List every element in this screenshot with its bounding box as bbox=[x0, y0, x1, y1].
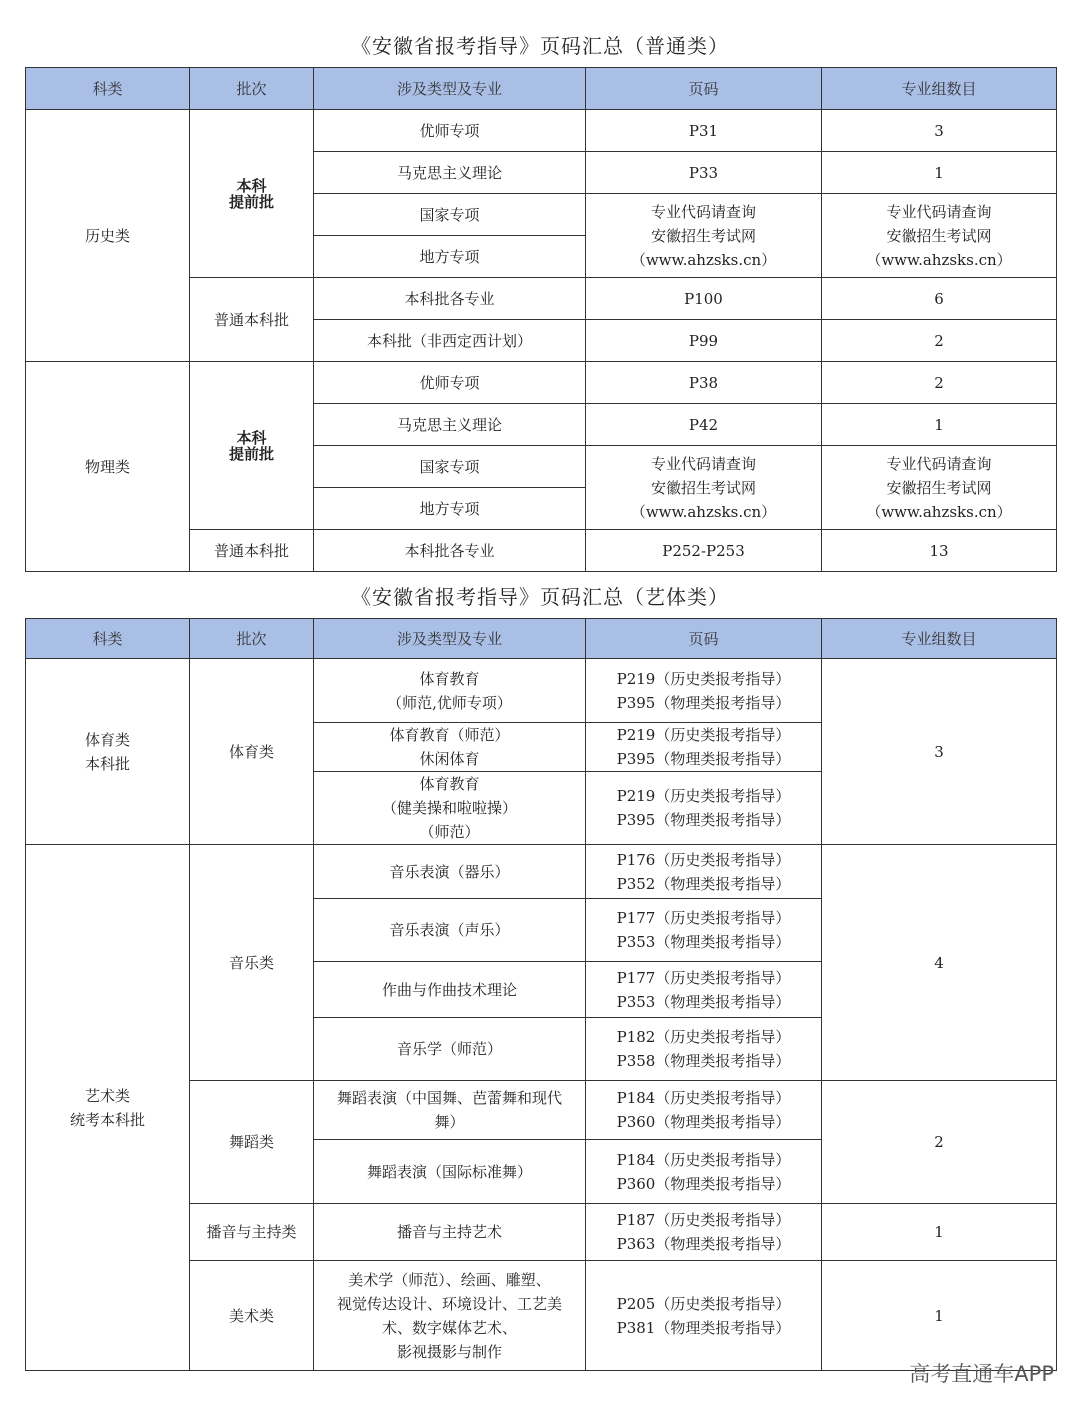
page-cell: P99 bbox=[586, 320, 822, 362]
header-count: 专业组数目 bbox=[822, 619, 1057, 659]
batch-sports: 体育类 bbox=[190, 659, 314, 845]
header-major: 涉及类型及专业 bbox=[314, 619, 586, 659]
batch-music: 音乐类 bbox=[190, 845, 314, 1081]
major-cell: 体育教育（师范） 休闲体育 bbox=[314, 723, 586, 772]
arts-table-title: 《安徽省报考指导》页码汇总（艺体类） bbox=[351, 585, 729, 609]
page-cell: P205（历史类报考指导） P381（物理类报考指导） bbox=[586, 1261, 822, 1371]
batch-early-physics: 本科 提前批 bbox=[190, 362, 314, 530]
general-page-table bbox=[25, 67, 1057, 572]
page-cell: P42 bbox=[586, 404, 822, 446]
table-row bbox=[26, 845, 1057, 899]
batch-regular-physics: 普通本科批 bbox=[190, 530, 314, 572]
batch-dance: 舞蹈类 bbox=[190, 1081, 314, 1204]
table-row bbox=[26, 659, 1057, 723]
major-cell: 音乐学（师范） bbox=[314, 1018, 586, 1081]
major-cell: 本科批（非西定西计划） bbox=[314, 320, 586, 362]
major-cell: 音乐表演（器乐） bbox=[314, 845, 586, 899]
count-cell: 2 bbox=[822, 362, 1057, 404]
major-cell: 舞蹈表演（中国舞、芭蕾舞和现代 舞） bbox=[314, 1081, 586, 1140]
major-cell: 播音与主持艺术 bbox=[314, 1204, 586, 1261]
header-count: 专业组数目 bbox=[822, 68, 1057, 110]
count-cell: 3 bbox=[822, 110, 1057, 152]
page-cell: P176（历史类报考指导） P352（物理类报考指导） bbox=[586, 845, 822, 899]
header-batch: 批次 bbox=[190, 619, 314, 659]
count-cell: 2 bbox=[822, 320, 1057, 362]
batch-broadcast: 播音与主持类 bbox=[190, 1204, 314, 1261]
page-cell: P219（历史类报考指导） P395（物理类报考指导） bbox=[586, 772, 822, 845]
major-cell: 体育教育 （健美操和啦啦操） （师范） bbox=[314, 772, 586, 845]
major-cell: 国家专项 bbox=[314, 446, 586, 488]
page-cell: P31 bbox=[586, 110, 822, 152]
subject-art: 艺术类 统考本科批 bbox=[26, 845, 190, 1371]
major-cell: 作曲与作曲技术理论 bbox=[314, 962, 586, 1018]
major-cell: 优师专项 bbox=[314, 362, 586, 404]
header-page: 页码 bbox=[586, 68, 822, 110]
page-cell: P33 bbox=[586, 152, 822, 194]
count-cell: 2 bbox=[822, 1081, 1057, 1204]
major-cell: 美术学（师范）、绘画、雕塑、 视觉传达设计、环境设计、工艺美 术、数字媒体艺术、 影视摄影与制作 bbox=[314, 1261, 586, 1371]
major-cell: 舞蹈表演（国际标准舞） bbox=[314, 1140, 586, 1204]
table-header-row bbox=[26, 68, 1057, 110]
count-cell: 6 bbox=[822, 278, 1057, 320]
count-cell: 1 bbox=[822, 404, 1057, 446]
count-cell: 4 bbox=[822, 845, 1057, 1081]
count-cell: 1 bbox=[822, 1204, 1057, 1261]
table-header-row bbox=[26, 619, 1057, 659]
page-cell: P252-P253 bbox=[586, 530, 822, 572]
count-cell: 1 bbox=[822, 1261, 1057, 1371]
query-count-cell: 专业代码请查询 安徽招生考试网 （www.ahzsks.cn） bbox=[822, 194, 1057, 278]
major-cell: 音乐表演（声乐） bbox=[314, 899, 586, 962]
batch-fine-arts: 美术类 bbox=[190, 1261, 314, 1371]
header-page: 页码 bbox=[586, 619, 822, 659]
page-cell: P38 bbox=[586, 362, 822, 404]
page-cell: P219（历史类报考指导） P395（物理类报考指导） bbox=[586, 723, 822, 772]
page-cell: P177（历史类报考指导） P353（物理类报考指导） bbox=[586, 962, 822, 1018]
count-cell: 13 bbox=[822, 530, 1057, 572]
count-cell: 3 bbox=[822, 659, 1057, 845]
page-cell: P219（历史类报考指导） P395（物理类报考指导） bbox=[586, 659, 822, 723]
major-cell: 地方专项 bbox=[314, 488, 586, 530]
page-cell: P182（历史类报考指导） P358（物理类报考指导） bbox=[586, 1018, 822, 1081]
major-cell: 本科批各专业 bbox=[314, 278, 586, 320]
batch-regular-history: 普通本科批 bbox=[190, 278, 314, 362]
subject-physics: 物理类 bbox=[26, 362, 190, 572]
header-subject: 科类 bbox=[26, 68, 190, 110]
query-count-cell: 专业代码请查询 安徽招生考试网 （www.ahzsks.cn） bbox=[822, 446, 1057, 530]
page-cell: P184（历史类报考指导） P360（物理类报考指导） bbox=[586, 1140, 822, 1204]
table-row bbox=[26, 110, 1057, 152]
major-cell: 马克思主义理论 bbox=[314, 404, 586, 446]
header-subject: 科类 bbox=[26, 619, 190, 659]
page-cell: P177（历史类报考指导） P353（物理类报考指导） bbox=[586, 899, 822, 962]
page-cell: P100 bbox=[586, 278, 822, 320]
major-cell: 本科批各专业 bbox=[314, 530, 586, 572]
header-major: 涉及类型及专业 bbox=[314, 68, 586, 110]
header-batch: 批次 bbox=[190, 68, 314, 110]
watermark: 高考直通车APP bbox=[909, 1362, 1054, 1386]
major-cell: 地方专项 bbox=[314, 236, 586, 278]
batch-early-history: 本科 提前批 bbox=[190, 110, 314, 278]
count-cell: 1 bbox=[822, 152, 1057, 194]
subject-history: 历史类 bbox=[26, 110, 190, 362]
query-page-cell: 专业代码请查询 安徽招生考试网 （www.ahzsks.cn） bbox=[586, 194, 822, 278]
major-cell: 优师专项 bbox=[314, 110, 586, 152]
page-cell: P187（历史类报考指导） P363（物理类报考指导） bbox=[586, 1204, 822, 1261]
major-cell: 体育教育 （师范,优师专项） bbox=[314, 659, 586, 723]
page-cell: P184（历史类报考指导） P360（物理类报考指导） bbox=[586, 1081, 822, 1140]
query-page-cell: 专业代码请查询 安徽招生考试网 （www.ahzsks.cn） bbox=[586, 446, 822, 530]
major-cell: 马克思主义理论 bbox=[314, 152, 586, 194]
subject-sports: 体育类 本科批 bbox=[26, 659, 190, 845]
major-cell: 国家专项 bbox=[314, 194, 586, 236]
table-row bbox=[26, 362, 1057, 404]
general-table-title: 《安徽省报考指导》页码汇总（普通类） bbox=[351, 34, 729, 58]
arts-page-table bbox=[25, 618, 1057, 1371]
